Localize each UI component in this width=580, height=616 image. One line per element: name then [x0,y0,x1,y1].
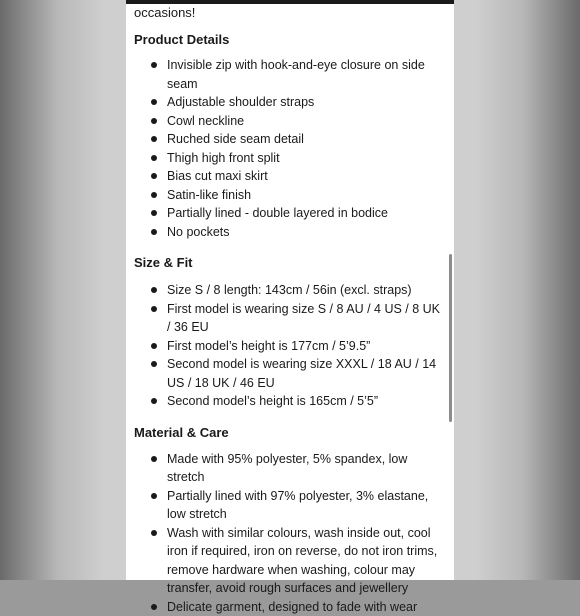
list-item: First model’s height is 177cm / 5’9.5” [134,337,446,356]
list-item: Made with 95% polyester, 5% spandex, low stretch [134,450,446,487]
section-size-fit [134,254,446,411]
list-item: Size S / 8 length: 143cm / 56in (excl. straps) [134,281,446,300]
intro-text-tail: occasions! [134,4,446,22]
section-product-details [134,31,446,241]
list-item: Second model is wearing size XXXL / 18 AU / 14 US / 18 UK / 46 EU [134,355,446,392]
description-content [134,4,446,616]
list-item: Ruched side seam detail [134,130,446,149]
section-title-size-fit: Size & Fit [134,254,446,272]
list-item: Cowl neckline [134,112,446,131]
list-item: Delicate garment, designed to fade with wear [134,598,446,616]
list-item: Thigh high front split [134,149,446,168]
product-details-list [134,56,446,241]
section-title-product-details: Product Details [134,31,446,49]
list-item: Partially lined - double layered in bodice [134,204,446,223]
list-item: Bias cut maxi skirt [134,167,446,186]
section-title-material-care: Material & Care [134,424,446,442]
list-item: Invisible zip with hook-and-eye closure on side seam [134,56,446,93]
list-item: Partially lined with 97% polyester, 3% elastane, low stretch [134,487,446,524]
size-fit-list [134,281,446,411]
list-item: No pockets [134,223,446,242]
product-description-panel[interactable] [126,4,454,580]
list-item: Second model’s height is 165cm / 5’5” [134,392,446,411]
list-item: Wash with similar colours, wash inside out, cool iron if required, iron on reverse, do not iron trims, remove hardware when washing, colour may transfer, avoid rough surfaces and jewellery [134,524,446,598]
scrollbar-thumb[interactable] [449,254,452,422]
list-item: Adjustable shoulder straps [134,93,446,112]
list-item: First model is wearing size S / 8 AU / 4 US / 8 UK / 36 EU [134,300,446,337]
material-care-list [134,450,446,616]
list-item: Satin-like finish [134,186,446,205]
section-material-care [134,424,446,616]
